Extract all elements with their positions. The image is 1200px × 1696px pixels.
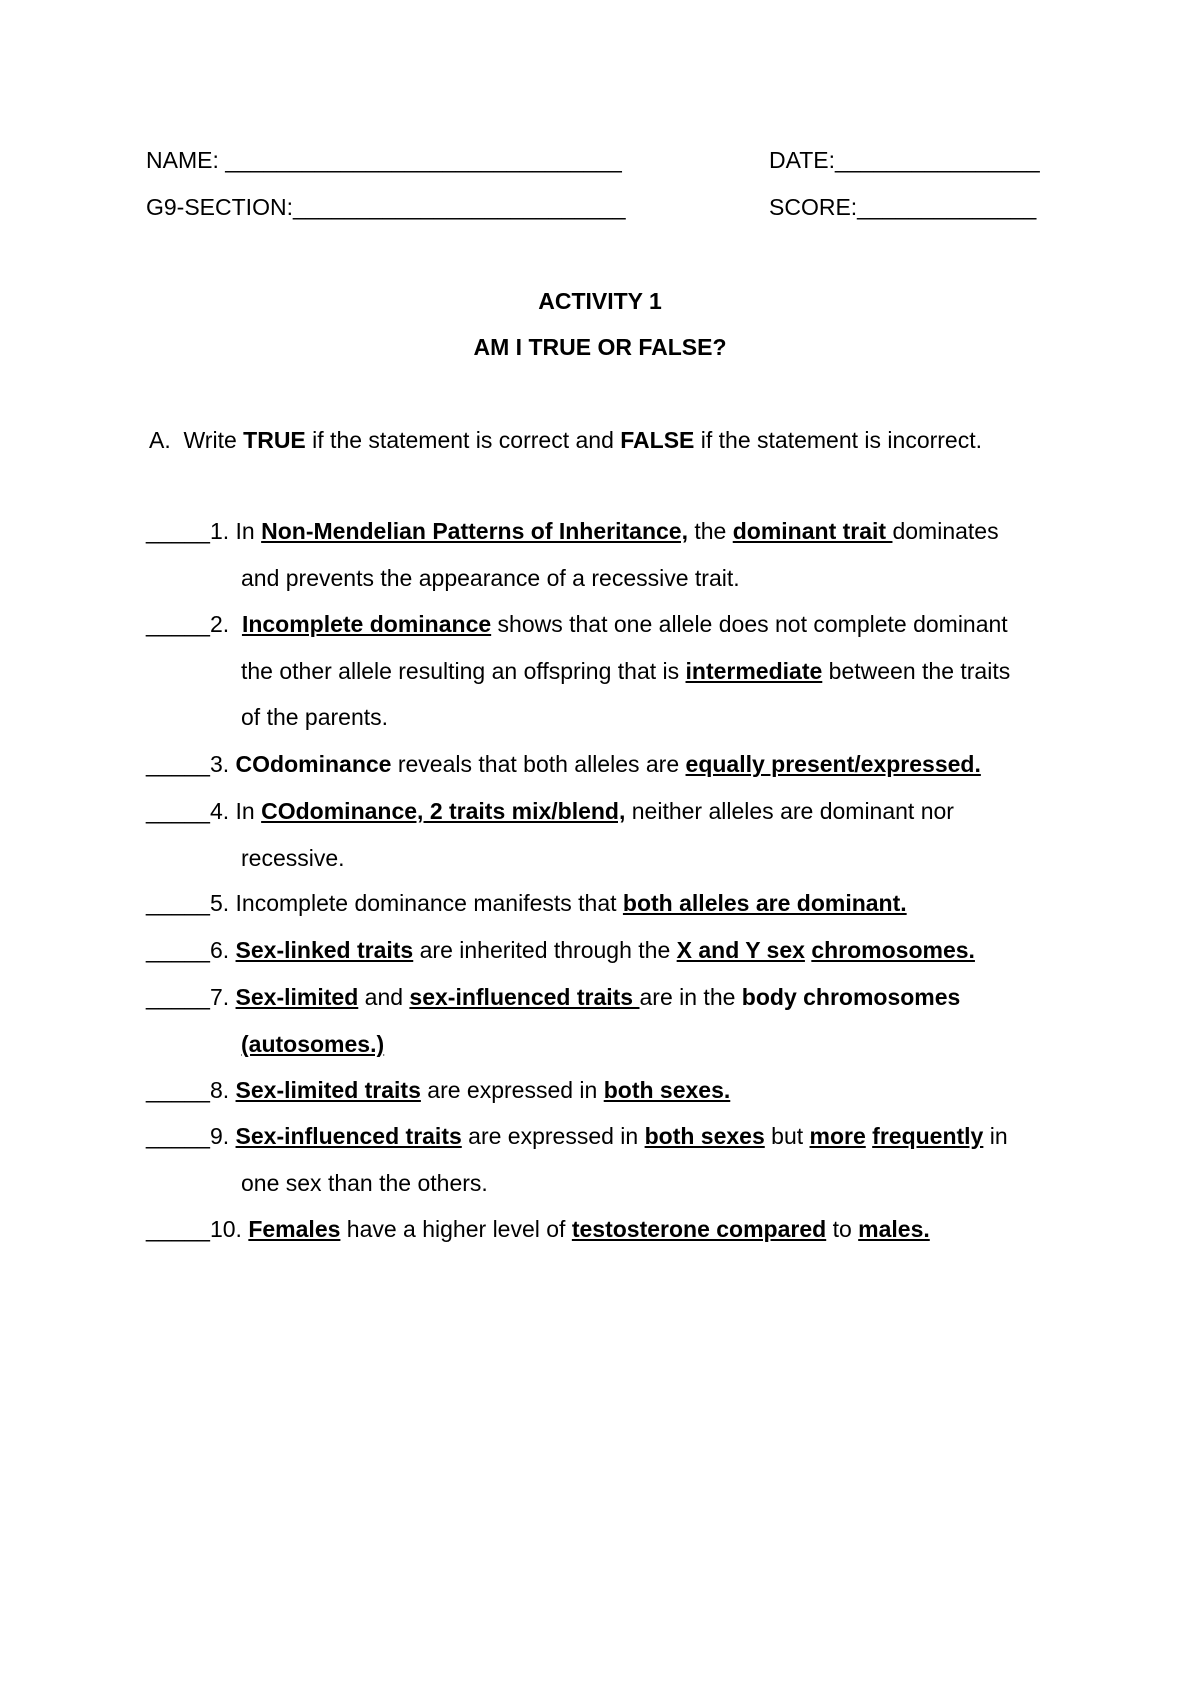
emphasized-text: both sexes. xyxy=(603,1077,731,1103)
question-item xyxy=(146,1113,1086,1206)
question-text: the other allele resulting an offspring that is xyxy=(241,657,686,684)
question-text: and prevents the appearance of a recessive trait. xyxy=(241,564,740,591)
instruction-middle: if the statement is correct and xyxy=(305,427,621,453)
question-text: are inherited through the xyxy=(413,937,677,963)
question-text: are in the xyxy=(639,984,742,1010)
question-number: 1. xyxy=(209,518,230,544)
question-first-line xyxy=(146,880,1086,927)
question-item xyxy=(146,741,1086,788)
question-item xyxy=(146,788,1086,881)
question-number: 7. xyxy=(209,984,230,1010)
question-first-line xyxy=(146,974,1086,1021)
score-field[interactable]: SCORE:______________ xyxy=(769,194,1037,220)
answer-blank[interactable]: _____ xyxy=(146,1077,210,1103)
emphasized-text: equally present/expressed. xyxy=(685,751,981,777)
question-text: are expressed in xyxy=(461,1123,645,1149)
question-item xyxy=(146,1067,1086,1114)
question-text: reveals that both alleles are xyxy=(391,751,686,777)
question-first-line xyxy=(146,508,1086,555)
question-item xyxy=(146,974,1086,1067)
activity-subtitle: AM I TRUE OR FALSE? xyxy=(473,334,727,360)
question-number: 8. xyxy=(209,1077,230,1103)
answer-blank[interactable]: _____ xyxy=(146,798,210,824)
emphasized-text: Sex-limited traits xyxy=(235,1077,421,1103)
question-item xyxy=(146,927,1086,974)
question-text: Incomplete dominance manifests that xyxy=(229,890,623,916)
question-text: neither alleles are dominant nor xyxy=(625,798,954,824)
question-item xyxy=(146,880,1086,927)
question-text: the xyxy=(687,518,733,544)
instruction-prefix: A. Write xyxy=(149,427,244,453)
date-field[interactable]: DATE:________________ xyxy=(769,147,1040,173)
question-first-line xyxy=(146,1067,1086,1114)
answer-blank[interactable]: _____ xyxy=(146,611,210,637)
emphasized-text: Incomplete dominance xyxy=(241,611,492,637)
question-text: to xyxy=(826,1216,859,1242)
emphasized-text: more xyxy=(809,1123,866,1149)
question-text: dominates xyxy=(892,518,999,544)
answer-blank[interactable]: _____ xyxy=(146,751,210,777)
name-field[interactable]: NAME: _______________________________ xyxy=(146,147,622,173)
question-text: but xyxy=(764,1123,810,1149)
question-text: In xyxy=(229,798,262,824)
question-first-line xyxy=(146,741,1086,788)
emphasized-text: dominant trait xyxy=(732,518,893,544)
answer-blank[interactable]: _____ xyxy=(146,518,210,544)
activity-title: ACTIVITY 1 xyxy=(538,288,662,314)
question-continuation-line xyxy=(146,694,1086,741)
emphasized-text: intermediate xyxy=(685,657,823,684)
question-text: In xyxy=(229,518,262,544)
emphasized-text: Sex-influenced traits xyxy=(235,1123,462,1149)
question-item xyxy=(146,601,1086,741)
question-first-line xyxy=(146,601,1086,648)
emphasized-text: Non-Mendelian Patterns of Inheritance, xyxy=(261,518,688,544)
emphasized-text: X and Y sex xyxy=(676,937,805,963)
emphasized-text: body chromosomes xyxy=(741,984,961,1010)
question-text: in xyxy=(983,1123,1008,1149)
emphasized-text: both sexes xyxy=(644,1123,765,1149)
emphasized-text: males. xyxy=(858,1216,930,1242)
question-continuation-line xyxy=(146,1160,1086,1207)
emphasized-text: Sex-limited xyxy=(235,984,359,1010)
question-continuation-line xyxy=(146,555,1086,602)
question-number: 6. xyxy=(209,937,230,963)
emphasized-text: both alleles are dominant. xyxy=(622,890,907,916)
false-word: FALSE xyxy=(620,427,695,453)
answer-blank[interactable]: _____ xyxy=(146,937,210,963)
emphasized-text: testosterone compared xyxy=(571,1216,827,1242)
question-first-line xyxy=(146,1206,1086,1253)
question-item xyxy=(146,1206,1086,1253)
question-number: 10. xyxy=(209,1216,242,1242)
question-continuation-line xyxy=(146,1021,1086,1068)
question-text: of the parents. xyxy=(241,704,389,730)
question-text: and xyxy=(358,984,410,1010)
instruction-suffix: if the statement is incorrect. xyxy=(694,427,983,453)
question-first-line xyxy=(146,1113,1086,1160)
emphasized-text: chromosomes. xyxy=(811,937,975,963)
question-text: shows that one allele does not complete dominant xyxy=(491,611,1008,637)
emphasized-text: (autosomes.) xyxy=(241,1030,385,1057)
question-number: 4. xyxy=(209,798,230,824)
question-continuation-line xyxy=(146,835,1086,882)
emphasized-text: COdominance xyxy=(235,751,392,777)
emphasized-text: sex-influenced traits xyxy=(409,984,640,1010)
question-text: between the traits xyxy=(822,657,1011,684)
question-first-line xyxy=(146,927,1086,974)
true-word: TRUE xyxy=(243,427,306,453)
question-number: 5. xyxy=(209,890,230,916)
question-continuation-line xyxy=(146,648,1086,695)
answer-blank[interactable]: _____ xyxy=(146,984,210,1010)
question-number: 3. xyxy=(209,751,230,777)
instruction xyxy=(149,426,982,454)
emphasized-text: Sex-linked traits xyxy=(235,937,414,963)
emphasized-text: frequently xyxy=(872,1123,984,1149)
question-text: are expressed in xyxy=(420,1077,604,1103)
question-item xyxy=(146,508,1086,601)
answer-blank[interactable]: _____ xyxy=(146,1123,210,1149)
question-text: one sex than the others. xyxy=(241,1169,488,1196)
question-text: recessive. xyxy=(241,844,345,871)
question-text: have a higher level of xyxy=(340,1216,572,1242)
question-text xyxy=(229,611,242,637)
question-number: 9. xyxy=(209,1123,230,1149)
question-first-line xyxy=(146,788,1086,835)
emphasized-text: Females xyxy=(248,1216,341,1242)
section-field[interactable]: G9-SECTION:__________________________ xyxy=(146,194,626,220)
answer-blank[interactable]: _____ xyxy=(146,1216,210,1242)
answer-blank[interactable]: _____ xyxy=(146,890,210,916)
question-number: 2. xyxy=(209,611,230,637)
emphasized-text: COdominance, 2 traits mix/blend, xyxy=(261,798,626,824)
